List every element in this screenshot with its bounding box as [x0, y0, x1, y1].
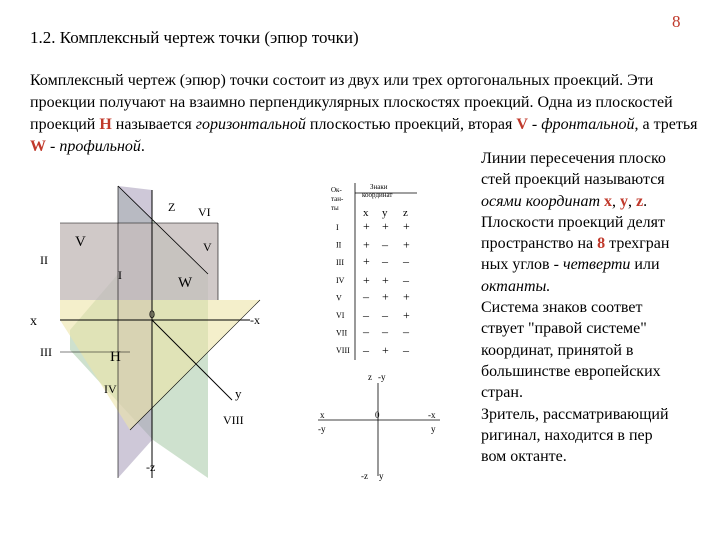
- label-III: III: [40, 345, 52, 359]
- axis-top-minus-y: -y: [378, 372, 386, 382]
- intro-paragraph: Комплексный чертеж (эпюр) точки состоит из двух или трех ортогональных проекций. Эти проекции получают на взаимно перпендикулярных плоскостях проекций. Одна из плоскостей проекций H называется горизонтальной плоскостью проекций, вторая V - фронтальной, а третья W - профильной.: [30, 72, 698, 155]
- sign-y: +: [382, 343, 389, 358]
- column-y: y: [382, 207, 388, 219]
- axis-bottom-y: y: [379, 471, 384, 481]
- label-II: II: [40, 253, 48, 267]
- label-x: x: [30, 314, 37, 329]
- header-octants-3: ты: [331, 204, 339, 212]
- axis-right-y: y: [431, 424, 436, 434]
- octant-label: I: [336, 223, 339, 232]
- sign-z: –: [403, 254, 409, 269]
- sign-x: +: [363, 219, 370, 233]
- octant-label: II: [336, 240, 342, 250]
- sign-y: +: [382, 272, 389, 287]
- label-IV: IV: [104, 382, 117, 396]
- plane-H-label: H: [99, 116, 112, 133]
- axis-origin: 0: [375, 410, 380, 420]
- sign-x: –: [363, 324, 369, 339]
- label-V-plane: V: [75, 234, 86, 250]
- plane-V-label: V: [516, 116, 528, 133]
- octant-label: VI: [336, 311, 345, 320]
- column-z: z: [403, 207, 408, 219]
- sign-z: +: [403, 308, 410, 322]
- sign-z: –: [403, 272, 409, 287]
- label-y: y: [235, 386, 242, 401]
- header-signs-1: Знаки: [370, 183, 388, 191]
- sign-y: –: [382, 324, 388, 339]
- axis-left-minus-y: -y: [318, 424, 326, 434]
- plane-W-label: W: [30, 138, 46, 155]
- label-V-roman: V: [203, 240, 212, 254]
- label-origin: 0: [149, 307, 155, 321]
- label-z: Z: [168, 200, 176, 214]
- sign-z: –: [403, 324, 409, 339]
- sign-x: –: [363, 343, 369, 358]
- sign-z: +: [403, 237, 410, 252]
- label-VIII: VIII: [223, 413, 244, 427]
- octant-label: VII: [336, 328, 348, 338]
- octant-label: III: [336, 258, 344, 268]
- sign-z: +: [403, 219, 410, 233]
- sign-x: –: [363, 289, 369, 304]
- page-number: 8: [672, 12, 681, 31]
- axis-right-minus-x: -x: [428, 410, 436, 420]
- sign-x: +: [363, 272, 370, 287]
- sign-x: +: [363, 254, 370, 269]
- octant-label: IV: [336, 275, 345, 285]
- axis-bottom-minus-z: -z: [361, 471, 368, 481]
- sign-x: –: [363, 308, 369, 322]
- label-VI: VI: [198, 205, 211, 219]
- sign-z: –: [403, 343, 409, 358]
- octant-label: VIII: [336, 346, 350, 356]
- sidebar-text: Линии пересечения плоско стей проекций называются осями координат x, y, z. Плоскости проекций делят пространство на 8 трехгран ных углов - четверти или октанты. Система знаков соответ ствует "правой системе" координат, принятой в большинстве европейских стран. Зритель, рассматривающий ригинал, находится в пер вом октанте.: [481, 150, 670, 466]
- label-W: W: [178, 275, 193, 291]
- sign-z: +: [403, 289, 410, 304]
- sign-y: +: [382, 219, 389, 233]
- axis-left-x: x: [320, 410, 325, 420]
- sign-y: –: [382, 254, 388, 269]
- label-I: I: [118, 268, 122, 282]
- sign-x: +: [363, 237, 370, 252]
- axis-top-z: z: [368, 372, 372, 382]
- label-H: H: [110, 349, 121, 365]
- header-octants-1: Ок-: [331, 186, 342, 194]
- header-signs-2: координат: [362, 191, 393, 199]
- sign-y: –: [382, 308, 388, 322]
- label-minus-z: -z: [146, 460, 156, 474]
- label-minus-x: -x: [250, 313, 260, 327]
- sign-y: +: [382, 289, 389, 304]
- header-octants-2: тан-: [331, 195, 344, 203]
- sign-y: –: [382, 237, 388, 252]
- slide-title: 1.2. Комплексный чертеж точки (эпюр точки): [30, 28, 359, 47]
- column-x: x: [363, 207, 369, 219]
- octant-label: V: [336, 293, 342, 303]
